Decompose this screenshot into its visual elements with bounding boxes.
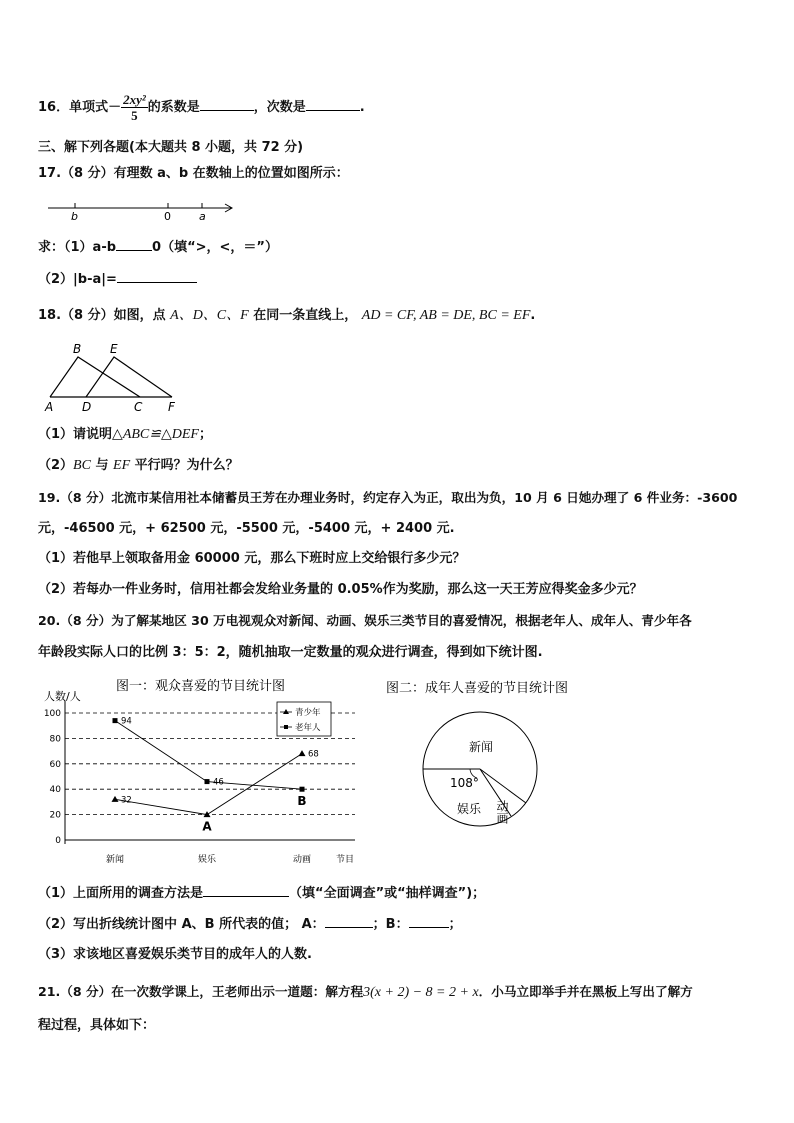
point-s1-1 (205, 779, 210, 784)
y-tick-0: 0 (55, 836, 61, 846)
q18-fig-label-d: D (82, 400, 92, 414)
data-label-s1-1: 46 (213, 777, 224, 788)
q18-stem-b: 在同一条直线上， (253, 308, 358, 323)
q20-line1: 20.（8 分）为了解某地区 30 万电视观众对新闻、动画、娱乐三类节目的喜爱情况，根据老年人、成年人、青少年各 (38, 613, 692, 628)
y-tick-20: 20 (49, 810, 61, 821)
point-s1-0 (113, 718, 118, 723)
series-line-0 (115, 754, 302, 815)
q19-part2: （2）若每办一件业务时，信用社都会发给业务量的 0.05%作为奖励，那么这一天王芳应得奖金多少元？ (38, 582, 643, 597)
q20-line2: 年龄段实际人口的比例 3：5：2，随机抽取一定数量的观众进行调查，得到如下统计图. (38, 645, 543, 660)
q18-stem-end: . (530, 308, 536, 323)
pie-angle-label: 108° (450, 776, 479, 790)
q17-part1-text: 求：（1）a-b (38, 240, 117, 255)
pie-chart (380, 676, 590, 836)
q19-line1: 19.（8 分）北流市某信用社本储蓄员王芳在办理业务时，约定存入为正，取出为负，10 月 6 日她办理了 6 件业务：-3600 (38, 490, 738, 505)
q18-fig-label-e: E (110, 342, 118, 356)
q17-part1-hint: （填“>，<，＝”） (161, 240, 278, 255)
pie-divider-3 (480, 769, 526, 803)
q16-mid: 的系数是 (147, 100, 200, 115)
q21-equation: 3(x + 2) − 8 = 2 + x (363, 985, 479, 1000)
q18-stem-a: 18.（8 分）如图，点 (38, 308, 166, 323)
x-tick-2: 动画 (292, 855, 312, 865)
q18-part1-end: ； (198, 427, 212, 442)
q17-part2-text: （2）|b-a|= (38, 272, 117, 287)
q17-label-zero: 0 (164, 210, 171, 223)
data-label-s0-2: 68 (308, 749, 319, 760)
q18-part1 (38, 426, 212, 444)
q21-line1 (38, 983, 693, 1002)
point-s0-2 (299, 750, 306, 756)
q20-part2-b: ；B： (372, 917, 409, 932)
y-tick-100: 100 (43, 709, 61, 719)
q17-number-line (40, 196, 240, 224)
q16-fraction-numerator: 2xy² (123, 92, 146, 107)
q20-part3: （3）求该地区喜爱娱乐类节目的成年人的人数. (38, 947, 312, 962)
q17-label-b: b (71, 210, 78, 223)
q18-fig-label-c: C (134, 400, 143, 414)
point-s1-2 (300, 787, 305, 792)
line-chart-legend (277, 702, 331, 736)
line-chart-ylabel: 人数/人 (44, 690, 81, 703)
pie-slice-news: 新闻 (469, 740, 494, 754)
q20-part2-c: ； (448, 917, 462, 932)
pie-slice-entertainment: 娱乐 (457, 802, 482, 816)
legend-series-2: 老年人 (295, 723, 321, 733)
q21-line1-b: ．小马立即举手并在黑板上写出了解方 (478, 984, 693, 999)
q17-stem: 17.（8 分）有理数 a、b 在数轴上的位置如图所示： (38, 166, 349, 181)
q16-prefix: 16．单项式－ (38, 100, 122, 115)
q19-line2: 元，-46500 元，+ 62500 元，-5500 元，-5400 元，+ 2400 元. (38, 521, 455, 536)
series-line-1 (115, 721, 302, 790)
q20-part1-text: （1）上面所用的调查方法是 (38, 886, 204, 901)
data-label-s1-0: 94 (121, 716, 132, 727)
pie-slice-animation: 动画 (495, 800, 509, 824)
y-tick-40: 40 (49, 785, 61, 796)
q18-part2-ef: EF (113, 458, 131, 473)
line-chart-title: 图一：观众喜爱的节目统计图 (116, 679, 286, 694)
x-tick-1: 娱乐 (197, 855, 217, 865)
q20-b-blank[interactable] (409, 915, 449, 928)
legend-square-marker (284, 725, 288, 729)
q18-condition: AD = CF, AB = DE, BC = EF (361, 308, 531, 323)
q20-a-blank[interactable] (325, 915, 373, 928)
q17-label-a: a (199, 210, 206, 223)
q21-line2: 程过程，具体如下： (38, 1018, 156, 1033)
legend-series-1: 青少年 (295, 708, 321, 718)
data-label-s0-0: 32 (121, 795, 132, 806)
q16-coefficient-blank[interactable] (200, 98, 254, 111)
q18-part2-c: 平行吗？为什么？ (134, 458, 239, 473)
q17-part1-blank[interactable] (116, 238, 152, 251)
q16-line (38, 92, 365, 123)
q18-stem (38, 307, 535, 325)
q21-line1-a: 21.（8 分）在一次数学课上，王老师出示一道题：解方程 (38, 984, 364, 999)
q16-degree-blank[interactable] (306, 98, 360, 111)
q16-sep: ，次数是 (253, 100, 306, 115)
q18-points: A、D、C、F (170, 308, 249, 323)
q18-fig-label-f: F (168, 400, 175, 414)
q20-part2-text: （2）写出折线统计图中 A、B 所代表的值； A： (38, 917, 325, 932)
q20-part1-blank[interactable] (203, 884, 289, 897)
y-tick-60: 60 (49, 759, 61, 770)
q18-part2-b: 与 (95, 458, 109, 473)
q17-part1-fill: 0 (152, 240, 162, 255)
x-tick-0: 新闻 (105, 855, 125, 865)
line-chart-xlabel: 节目 (336, 855, 355, 865)
pie-chart-title: 图二：成年人喜爱的节目统计图 (386, 681, 569, 696)
q18-part1-text: （1）请说明 (38, 427, 113, 442)
q18-fig-label-a: A (45, 400, 54, 414)
annotation-0: A (202, 819, 212, 834)
q18-part1-triangles: △ABC≌△DEF (112, 427, 199, 442)
q18-part2 (38, 457, 239, 475)
annotation-1: B (297, 794, 307, 809)
q20-part1-hint: （填“全面调查”或“抽样调查”)； (289, 886, 486, 901)
q20-part1 (38, 884, 485, 903)
q17-part2-blank[interactable] (117, 270, 197, 283)
q17-part1 (38, 238, 278, 257)
q18-fig-label-b: B (73, 342, 82, 356)
q16-fraction (121, 92, 148, 123)
line-chart (40, 676, 370, 868)
q16-end: . (359, 100, 365, 115)
q16-fraction-denominator: 5 (131, 108, 138, 123)
q20-part2 (38, 915, 462, 934)
q18-part2-bc: BC (73, 458, 91, 473)
y-tick-80: 80 (49, 734, 61, 745)
q17-part2 (38, 270, 197, 289)
q19-part1: （1）若他早上领取备用金 60000 元，那么下班时应上交给银行多少元？ (38, 551, 466, 566)
q18-part2-a: （2） (38, 458, 74, 473)
q18-triangle-figure (40, 340, 190, 415)
section3-heading: 三、解下列各题(本大题共 8 小题，共 72 分) (38, 140, 304, 155)
point-s0-0 (112, 796, 119, 802)
